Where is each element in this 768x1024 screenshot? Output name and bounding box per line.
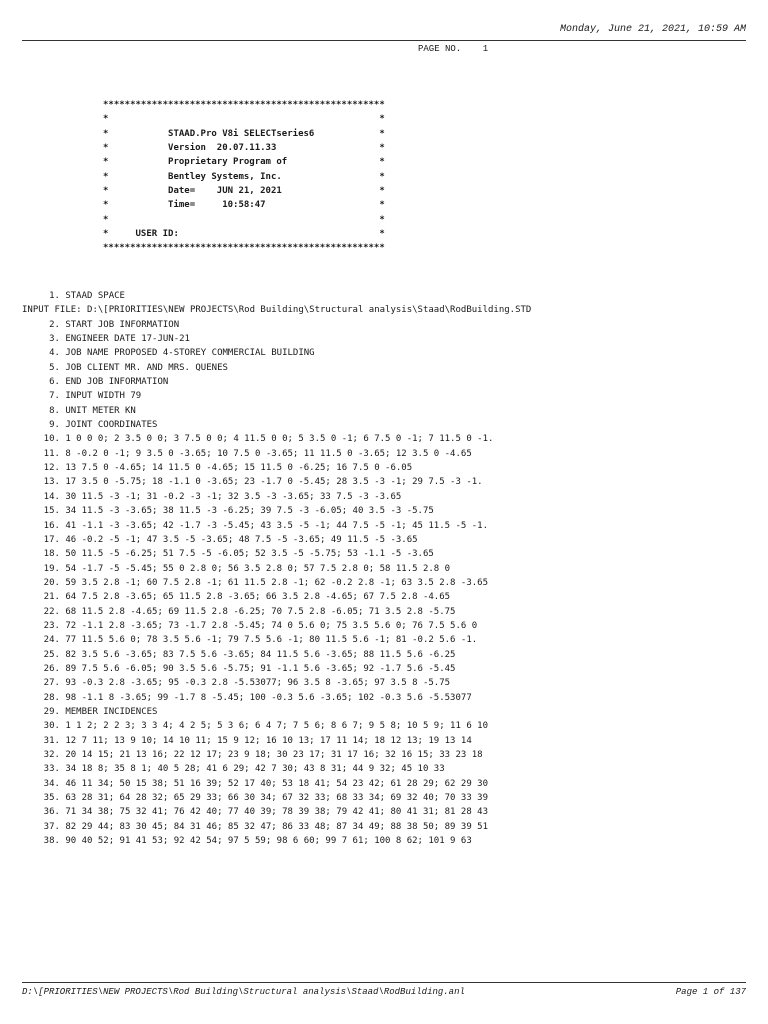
program-banner [103,98,385,256]
listing-line: 25. 82 3.5 5.6 -3.65; 83 7.5 5.6 -3.65; 84 11.5 5.6 -3.65; 88 11.5 5.6 -6.25 [22,649,456,660]
listing-line: 35. 63 28 31; 64 28 32; 65 29 33; 66 30 34; 67 32 33; 68 33 34; 69 32 40; 70 33 39 [22,793,488,804]
listing-line: 19. 54 -1.7 -5 -5.45; 55 0 2.8 0; 56 3.5 2.8 0; 57 7.5 2.8 0; 58 11.5 2.8 0 [22,563,451,574]
footer-page-count: Page 1 of 137 [675,987,746,997]
listing-line: 7. INPUT WIDTH 79 [22,391,142,402]
listing-line: 5. JOB CLIENT MR. AND MRS. QUENES [22,362,228,373]
listing-line: 16. 41 -1.1 -3 -3.65; 42 -1.7 -3 -5.45; 43 3.5 -5 -1; 44 7.5 -5 -1; 45 11.5 -5 -1. [22,520,488,531]
listing-line: 1. STAAD SPACE [22,291,125,301]
listing-line: 17. 46 -0.2 -5 -1; 47 3.5 -5 -3.65; 48 7.5 -5 -3.65; 49 11.5 -5 -3.65 [22,534,418,545]
listing-line: 36. 71 34 38; 75 32 41; 76 42 40; 77 40 39; 78 39 38; 79 42 41; 80 41 31; 81 28 43 [22,807,488,818]
listing-line: 12. 13 7.5 0 -4.65; 14 11.5 0 -4.65; 15 11.5 0 -6.25; 16 7.5 0 -6.05 [22,463,413,474]
listing-line: 15. 34 11.5 -3 -3.65; 38 11.5 -3 -6.25; 39 7.5 -3 -6.05; 40 3.5 -3 -5.75 [22,506,434,517]
banner-line: * Bentley Systems, Inc. * [103,171,385,182]
banner-line: * * [103,214,385,225]
banner-line: * Version 20.07.11.33 * [103,143,385,154]
listing-line: 6. END JOB INFORMATION [22,377,169,388]
input-echo-listing [22,289,746,848]
listing-line: 20. 59 3.5 2.8 -1; 60 7.5 2.8 -1; 61 11.5 2.8 -1; 62 -0.2 2.8 -1; 63 3.5 2.8 -3.65 [22,577,488,588]
listing-line: 4. JOB NAME PROPOSED 4-STOREY COMMERCIAL BUILDING [22,348,315,359]
listing-line: 10. 1 0 0 0; 2 3.5 0 0; 3 7.5 0 0; 4 11.5 0 0; 5 3.5 0 -1; 6 7.5 0 -1; 7 11.5 0 -1. [22,434,494,445]
banner-line: **************************************************** [103,100,385,110]
input-file-line: INPUT FILE: D:\[PRIORITIES\NEW PROJECTS\Rod Building\Structural analysis\Staad\RodBuilding.STD [22,305,532,316]
header-divider [22,40,746,41]
report-timestamp: Monday, June 21, 2021, 10:59 AM [559,24,746,35]
listing-line: 14. 30 11.5 -3 -1; 31 -0.2 -3 -1; 32 3.5 -3 -3.65; 33 7.5 -3 -3.65 [22,491,402,502]
banner-line: **************************************************** [103,243,385,254]
listing-line: 9. JOINT COORDINATES [22,420,158,431]
listing-line: 22. 68 11.5 2.8 -4.65; 69 11.5 2.8 -6.25; 70 7.5 2.8 -6.05; 71 3.5 2.8 -5.75 [22,606,456,617]
listing-line: 33. 34 18 8; 35 8 1; 40 5 28; 41 6 29; 42 7 30; 43 8 31; 44 9 32; 45 10 33 [22,764,445,775]
banner-line: * * [103,114,385,125]
listing-line: 23. 72 -1.1 2.8 -3.65; 73 -1.7 2.8 -5.45; 74 0 5.6 0; 75 3.5 5.6 0; 76 7.5 5.6 0 [22,620,478,631]
listing-line: 24. 77 11.5 5.6 0; 78 3.5 5.6 -1; 79 7.5 5.6 -1; 80 11.5 5.6 -1; 81 -0.2 5.6 -1. [22,635,478,646]
listing-line: 3. ENGINEER DATE 17-JUN-21 [22,334,190,345]
listing-line: 26. 89 7.5 5.6 -6.05; 90 3.5 5.6 -5.75; 91 -1.1 5.6 -3.65; 92 -1.7 5.6 -5.45 [22,663,456,674]
listing-line: 30. 1 1 2; 2 2 3; 3 3 4; 4 2 5; 5 3 6; 6 4 7; 7 5 6; 8 6 7; 9 5 8; 10 5 9; 11 6 10 [22,721,488,732]
listing-line: 37. 82 29 44; 83 30 45; 84 31 46; 85 32 47; 86 33 48; 87 34 49; 88 38 50; 89 39 51 [22,821,488,832]
footer-file-path: D:\[PRIORITIES\NEW PROJECTS\Rod Building\Structural analysis\Staad\RodBuilding.anl [22,987,465,997]
banner-line: * Time= 10:58:47 * [103,200,385,211]
banner-line: * Date= JUN 21, 2021 * [103,186,385,197]
listing-line: 13. 17 3.5 0 -5.75; 18 -1.1 0 -3.65; 23 -1.7 0 -5.45; 28 3.5 -3 -1; 29 7.5 -3 -1. [22,477,483,488]
banner-line: * Proprietary Program of * [103,157,385,168]
footer-divider [22,982,746,983]
listing-line: 29. MEMBER INCIDENCES [22,706,158,717]
listing-line: 28. 98 -1.1 8 -3.65; 99 -1.7 8 -5.45; 100 -0.3 5.6 -3.65; 102 -0.3 5.6 -5.53077 [22,692,472,703]
banner-line: * STAAD.Pro V8i SELECTseries6 * [103,128,385,139]
listing-line: 11. 8 -0.2 0 -1; 9 3.5 0 -3.65; 10 7.5 0 -3.65; 11 11.5 0 -3.65; 12 3.5 0 -4.65 [22,448,472,459]
listing-line: 34. 46 11 34; 50 15 38; 51 16 39; 52 17 40; 53 18 41; 54 23 42; 61 28 29; 62 29 30 [22,778,488,789]
listing-line: 2. START JOB INFORMATION [22,319,180,330]
listing-line: 38. 90 40 52; 91 41 53; 92 42 54; 97 5 59; 98 6 60; 99 7 61; 100 8 62; 101 9 63 [22,836,472,847]
listing-line: 27. 93 -0.3 2.8 -3.65; 95 -0.3 2.8 -5.53077; 96 3.5 8 -3.65; 97 3.5 8 -5.75 [22,678,451,689]
page-number-label: PAGE NO. 1 [418,44,489,54]
listing-line: 21. 64 7.5 2.8 -3.65; 65 11.5 2.8 -3.65; 66 3.5 2.8 -4.65; 67 7.5 2.8 -4.65 [22,592,451,603]
banner-line: * USER ID: * [103,229,385,240]
listing-line: 18. 50 11.5 -5 -6.25; 51 7.5 -5 -6.05; 52 3.5 -5 -5.75; 53 -1.1 -5 -3.65 [22,549,434,560]
listing-line: 31. 12 7 11; 13 9 10; 14 10 11; 15 9 12; 16 10 13; 17 11 14; 18 12 13; 19 13 14 [22,735,472,746]
listing-line: 32. 20 14 15; 21 13 16; 22 12 17; 23 9 18; 30 23 17; 31 17 16; 32 16 15; 33 23 18 [22,750,483,760]
listing-line: 8. UNIT METER KN [22,405,136,416]
